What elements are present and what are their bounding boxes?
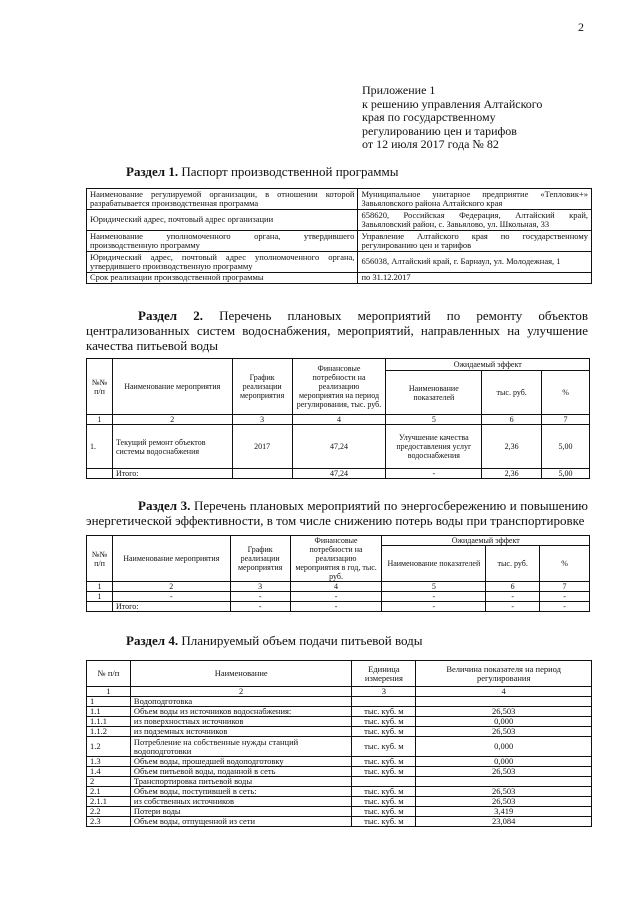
col-num-header: №№ п/п: [87, 536, 113, 582]
passport-name: Юридический адрес, почтовый адрес организации: [87, 210, 358, 231]
row-unit: тыс. куб. м: [352, 797, 416, 807]
row-num: 1.1.2: [87, 727, 131, 737]
row-unit: тыс. куб. м: [352, 717, 416, 727]
col-indicator-header: Наименование показателей: [386, 371, 482, 415]
total-thousand: -: [486, 602, 540, 612]
row-thousand: -: [486, 592, 540, 602]
column-number-row: [87, 687, 592, 697]
row-schedule: 2017: [232, 425, 292, 469]
appendix-line: края по государственному: [362, 110, 496, 124]
row-value: 0,000: [416, 737, 592, 757]
table-row: [87, 273, 592, 284]
row-indicator: Улучшение качества предоставления услуг водоснабжения: [386, 425, 482, 469]
total-percent: 5,00: [542, 469, 590, 479]
row-name: Потребление на собственные нужды станций водоподготовки: [130, 737, 352, 757]
passport-value: 656038, Алтайский край, г. Барнаул, ул. Молодежная, 1: [358, 252, 592, 273]
row-unit: тыс. куб. м: [352, 707, 416, 717]
col-name-header: Наименование мероприятия: [112, 536, 230, 582]
col-effect-header: Ожидаемый эффект: [386, 359, 590, 371]
col-number: 4: [292, 415, 386, 425]
table-row: [87, 767, 592, 777]
row-name: Транспортировка питьевой воды: [130, 777, 352, 787]
row-num: 2: [87, 777, 131, 787]
table-row: [87, 189, 592, 210]
row-num: 1: [87, 592, 113, 602]
section4-title: [126, 633, 423, 649]
row-name: из собственных источников: [130, 797, 352, 807]
total-finance: 47,24: [292, 469, 386, 479]
passport-value: по 31.12.2017: [358, 273, 592, 284]
row-value: 26,503: [416, 767, 592, 777]
section1-label: Раздел 1.: [126, 164, 179, 179]
row-percent: -: [540, 592, 590, 602]
passport-name: Наименование регулируемой организации, в отношении которой разрабатывается производственная программа: [87, 189, 358, 210]
row-name: Потери воды: [130, 807, 352, 817]
row-value: 0,000: [416, 757, 592, 767]
appendix-line: от 12 июля 2017 года № 82: [362, 137, 499, 151]
row-num: 1.1.1: [87, 717, 131, 727]
total-percent: -: [540, 602, 590, 612]
col-num-header: №№ п/п: [87, 359, 113, 415]
row-name: Объем воды, прошедшей водоподготовку: [130, 757, 352, 767]
col-number: 6: [486, 582, 540, 592]
section3-label: Раздел 3.: [138, 498, 191, 513]
col-number: 2: [112, 415, 232, 425]
passport-name: Срок реализации производственной программы: [87, 273, 358, 284]
section3-table: [86, 535, 590, 612]
row-name: из поверхностных источников: [130, 717, 352, 727]
row-name: из подземных источников: [130, 727, 352, 737]
total-schedule: -: [230, 602, 290, 612]
row-name: Объем питьевой воды, поданной в сеть: [130, 767, 352, 777]
row-value: 3,419: [416, 807, 592, 817]
col-value-header: Величина показателя на период регулирования: [416, 661, 592, 687]
table-row: [87, 727, 592, 737]
col-number: 4: [290, 582, 382, 592]
col-name-header: Наименование: [130, 661, 352, 687]
table-row: [87, 210, 592, 231]
row-num: 2.1.1: [87, 797, 131, 807]
table-row: [87, 717, 592, 727]
total-row: [87, 602, 590, 612]
section2-label: Раздел 2.: [138, 308, 203, 323]
row-name: Объем воды из источников водоснабжения:: [130, 707, 352, 717]
row-value: 26,503: [416, 727, 592, 737]
col-finance-header: Финансовые потребности на реализацию мероприятия в год, тыс. руб.: [290, 536, 382, 582]
col-percent-header: %: [542, 371, 590, 415]
appendix-header: [362, 84, 542, 152]
table-row: [87, 252, 592, 273]
col-unit-header: Единица измерения: [352, 661, 416, 687]
col-effect-header: Ожидаемый эффект: [382, 536, 590, 546]
row-num: 2.2: [87, 807, 131, 817]
row-unit: тыс. куб. м: [352, 787, 416, 797]
row-num: 1.4: [87, 767, 131, 777]
row-name: Объем воды, поступившей в сеть:: [130, 787, 352, 797]
passport-value: Управление Алтайского края по государственному регулированию цен и тарифов: [358, 231, 592, 252]
section3-title-text: Перечень плановых мероприятий по энергосбережению и повышению энергетической эффективности, в том числе снижению потерь воды при транспортировке: [86, 498, 588, 528]
row-num: 1.1: [87, 707, 131, 717]
section3-title: [86, 498, 588, 528]
passport-value: Муниципальное унитарное предприятие «Тепловик+» Завьяловского района Алтайского края: [358, 189, 592, 210]
row-num: 1: [87, 697, 131, 707]
appendix-line: регулированию цен и тарифов: [362, 123, 517, 138]
appendix-line: к решению управления Алтайского: [362, 96, 543, 111]
passport-name: Юридический адрес, почтовый адрес уполномоченного органа, утвердившего производственную программу: [87, 252, 358, 273]
section4-table: [86, 660, 592, 827]
page-number: 2: [578, 20, 584, 34]
appendix-line: Приложение 1: [362, 83, 436, 97]
total-label: Итого:: [112, 602, 230, 612]
col-thousand-header: тыс. руб.: [482, 371, 542, 415]
passport-table: [86, 188, 592, 284]
row-num: 2.3: [87, 817, 131, 827]
row-num: 1.2: [87, 737, 131, 757]
row-name: Водоподготовка: [130, 697, 352, 707]
total-indicator: -: [382, 602, 486, 612]
table-row: [87, 707, 592, 717]
row-num: 1.: [87, 425, 113, 469]
col-number: 2: [130, 687, 352, 697]
col-finance-header: Финансовые потребности на реализацию мероприятия на период регулирования, тыс. руб.: [292, 359, 386, 415]
col-number: 7: [542, 415, 590, 425]
col-number: 5: [382, 582, 486, 592]
row-schedule: -: [230, 592, 290, 602]
row-name: -: [112, 592, 230, 602]
row-unit: тыс. куб. м: [352, 757, 416, 767]
row-num: 2.1: [87, 787, 131, 797]
col-number: 7: [540, 582, 590, 592]
col-number: 4: [416, 687, 592, 697]
section1-title-text: Паспорт производственной программы: [181, 164, 399, 179]
row-value: [416, 697, 592, 707]
row-name: Объем воды, отпущенной из сети: [130, 817, 352, 827]
col-thousand-header: тыс. руб.: [486, 546, 540, 582]
section4-label: Раздел 4.: [126, 633, 179, 648]
row-unit: тыс. куб. м: [352, 767, 416, 777]
row-num: 1.3: [87, 757, 131, 767]
col-number: 1: [87, 415, 113, 425]
total-schedule: [232, 469, 292, 479]
col-indicator-header: Наименование показателей: [382, 546, 486, 582]
row-unit: тыс. куб. м: [352, 737, 416, 757]
passport-value: 658620, Российская Федерация, Алтайский край, Завьяловский район, с. Завьялово, ул. Школьная, 33: [358, 210, 592, 231]
row-name: Текущий ремонт объектов системы водоснабжения: [112, 425, 232, 469]
row-unit: тыс. куб. м: [352, 817, 416, 827]
total-row: [87, 469, 590, 479]
row-unit: [352, 697, 416, 707]
table-row: [87, 757, 592, 767]
section2-title: [86, 308, 588, 353]
table-row: [87, 777, 592, 787]
col-schedule-header: График реализации мероприятия: [232, 359, 292, 415]
col-number: 5: [386, 415, 482, 425]
table-row: [87, 807, 592, 817]
total-indicator: -: [386, 469, 482, 479]
row-finance: -: [290, 592, 382, 602]
col-number: 1: [87, 687, 131, 697]
col-number: 3: [230, 582, 290, 592]
table-row: [87, 737, 592, 757]
row-percent: 5,00: [542, 425, 590, 469]
col-name-header: Наименование мероприятия: [112, 359, 232, 415]
row-value: 26,503: [416, 707, 592, 717]
row-unit: тыс. куб. м: [352, 727, 416, 737]
row-value: [416, 777, 592, 787]
passport-name: Наименование уполномоченного органа, утвердившего производственную программу: [87, 231, 358, 252]
row-indicator: -: [382, 592, 486, 602]
total-label: Итого:: [112, 469, 232, 479]
column-number-row: [87, 415, 590, 425]
row-value: 23,084: [416, 817, 592, 827]
row-value: 26,503: [416, 797, 592, 807]
section2-title-text: Перечень плановых мероприятий по ремонту объектов централизованных систем водоснабжения, мероприятий, направленных на улучшение качества питьевой воды: [86, 308, 589, 353]
col-number: 2: [112, 582, 230, 592]
row-value: 26,503: [416, 787, 592, 797]
col-percent-header: %: [540, 546, 590, 582]
row-thousand: 2,36: [482, 425, 542, 469]
table-row: [87, 592, 590, 602]
row-value: 0,000: [416, 717, 592, 727]
table-row: [87, 787, 592, 797]
row-finance: 47,24: [292, 425, 386, 469]
col-number: 3: [352, 687, 416, 697]
total-thousand: 2,36: [482, 469, 542, 479]
table-row: [87, 817, 592, 827]
col-number: 3: [232, 415, 292, 425]
section1-title: [126, 164, 398, 180]
table-row: [87, 231, 592, 252]
col-num-header: № п/п: [87, 661, 131, 687]
table-row: [87, 697, 592, 707]
section4-title-text: Планируемый объем подачи питьевой воды: [181, 633, 423, 648]
table-row: [87, 797, 592, 807]
row-unit: [352, 777, 416, 787]
row-unit: тыс. куб. м: [352, 807, 416, 817]
col-schedule-header: График реализации мероприятия: [230, 536, 290, 582]
total-finance: -: [290, 602, 382, 612]
column-number-row: [87, 582, 590, 592]
section2-table: [86, 358, 590, 479]
table-row: [87, 425, 590, 469]
col-number: 6: [482, 415, 542, 425]
col-number: 1: [87, 582, 113, 592]
